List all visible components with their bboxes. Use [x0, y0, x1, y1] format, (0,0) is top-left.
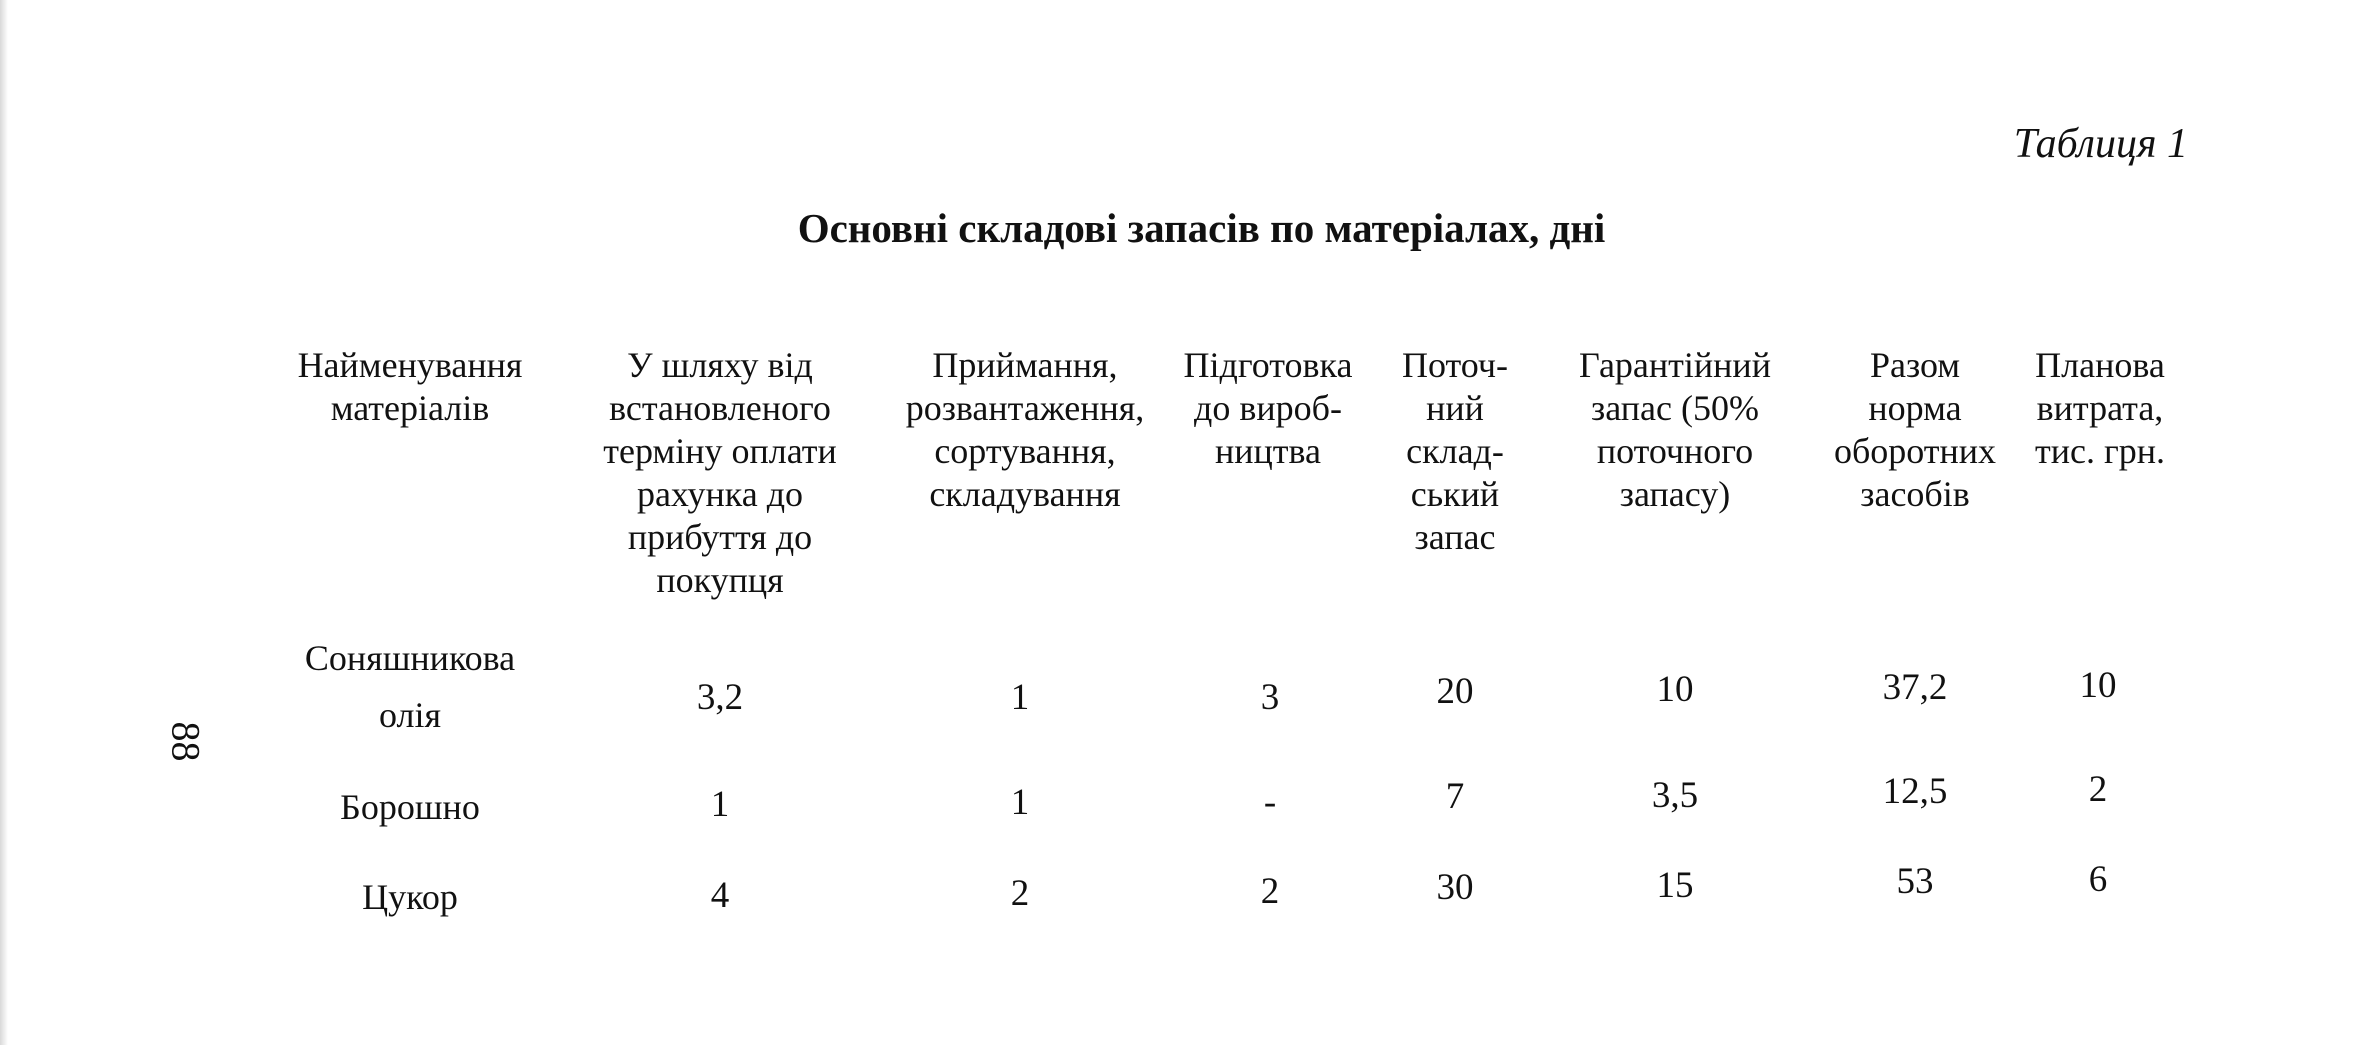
header-current-stock: Поточ- ний склад- ський запас	[1402, 345, 1508, 557]
table-label: Таблиця 1	[2013, 121, 2188, 167]
header-total-norm: Разом норма оборотних засобів	[1833, 345, 1997, 514]
header-planned-spend: Планова витрата, тис. грн.	[2034, 345, 2165, 471]
row-1-total-norm: 37,2	[1882, 667, 1948, 708]
row-3-total-norm: 53	[1896, 861, 1934, 902]
row-2-current-stock: 7	[1445, 776, 1465, 817]
row-2-in-transit: 1	[710, 784, 730, 825]
header-material-name: Найменування матеріалів	[297, 345, 523, 428]
row-2-guarantee-stock: 3,5	[1651, 775, 1699, 816]
header-in-transit: У шляху від встановленого терміну оплати рахунка до прибуття до покупця	[603, 345, 837, 600]
page-edge-shadow	[0, 0, 8, 1045]
row-1-acceptance: 1	[1010, 677, 1030, 718]
header-acceptance: Приймання, розвантаження, сортування, складування	[905, 345, 1145, 514]
header-preparation: Підготовка до вироб- ництва	[1183, 345, 1353, 471]
page-number: 88	[163, 721, 209, 762]
row-3-guarantee-stock: 15	[1656, 865, 1694, 906]
row-3-name: Цукор	[362, 877, 458, 917]
header-guarantee-stock: Гарантійний запас (50% поточного запасу)	[1579, 345, 1771, 514]
row-1-in-transit: 3,2	[696, 677, 744, 718]
row-3-acceptance: 2	[1010, 873, 1030, 914]
table-title: Основні складові запасів по матеріалах, дні	[797, 205, 1606, 251]
row-1-planned-spend: 10	[2079, 665, 2117, 706]
row-1-name: Соняшникова олія	[304, 638, 516, 735]
row-3-in-transit: 4	[710, 875, 730, 916]
row-3-preparation: 2	[1260, 871, 1280, 912]
row-1-preparation: 3	[1260, 677, 1280, 718]
row-2-preparation: -	[1263, 782, 1277, 823]
row-2-acceptance: 1	[1010, 782, 1030, 823]
row-1-guarantee-stock: 10	[1656, 669, 1694, 710]
row-3-planned-spend: 6	[2088, 859, 2108, 900]
row-2-planned-spend: 2	[2088, 769, 2108, 810]
row-2-total-norm: 12,5	[1882, 771, 1948, 812]
row-1-current-stock: 20	[1436, 671, 1474, 712]
row-3-current-stock: 30	[1436, 867, 1474, 908]
row-2-name: Борошно	[340, 787, 480, 827]
